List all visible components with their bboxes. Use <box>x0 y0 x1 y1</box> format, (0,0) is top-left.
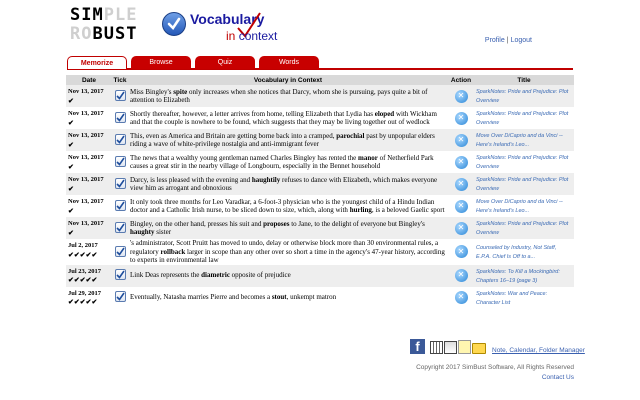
vocab-in: in <box>226 29 236 43</box>
contact-us-link[interactable]: Contact Us <box>541 374 574 381</box>
row-context: Darcy, is less pleased with the evening and haughtily refuses to dance with Elizabeth, which makes everyone view him as arrogant and obnoxious <box>128 173 448 195</box>
check-icon <box>116 223 125 232</box>
remove-icon[interactable]: ✕ <box>455 245 468 258</box>
row-action <box>448 239 474 265</box>
tick-checkbox[interactable] <box>115 156 126 167</box>
vocabulary-subtitle <box>226 29 277 43</box>
check-icon <box>116 179 125 188</box>
logo-letter: L <box>115 5 127 25</box>
tick-checkbox[interactable] <box>115 134 126 145</box>
row-tick <box>112 151 128 173</box>
remove-icon[interactable]: ✕ <box>455 200 468 213</box>
tab-quiz[interactable]: Quiz <box>195 56 255 69</box>
date-text: Nov 13, 2017 <box>68 154 104 161</box>
row-tick <box>112 195 128 217</box>
table-row <box>66 195 574 217</box>
review-checks: ✔✔✔✔✔ <box>68 276 98 284</box>
row-context: Shortly thereafter, however, a letter arrives from home, telling Elizabeth that Lydia has eloped with Wickham and that the couple is nowhere to be found, which suggests that they may be living together out of wedlock <box>130 109 437 126</box>
remove-icon[interactable]: ✕ <box>455 269 468 282</box>
row-tick <box>112 85 128 107</box>
source-title-link[interactable]: SparkNotes: Pride and Prejudice: Plot Overview <box>476 177 569 192</box>
check-icon <box>116 113 125 122</box>
table-header-row <box>66 75 574 85</box>
table-row <box>66 265 574 287</box>
remove-icon[interactable]: ✕ <box>455 156 468 169</box>
header-action: Action <box>448 75 474 85</box>
row-action <box>448 173 474 195</box>
profile-link[interactable]: Profile <box>484 37 505 44</box>
vocab-context: context <box>238 29 278 43</box>
check-icon <box>116 201 125 210</box>
calendar-icon[interactable] <box>430 341 443 354</box>
row-title <box>474 195 574 217</box>
tick-checkbox[interactable] <box>115 112 126 123</box>
row-context: 's administrator, Scott Pruitt has moved to undo, delay or otherwise block more than 30 environmental rules, a regulatory rollback larger in scope than any other over so short a time in the agency's 47-year history, according to experts in environmental law <box>130 239 445 264</box>
row-date <box>66 287 112 309</box>
check-icon <box>116 157 125 166</box>
row-date <box>66 195 112 217</box>
logout-link[interactable]: Logout <box>510 37 532 44</box>
tick-checkbox[interactable] <box>115 246 126 257</box>
row-date <box>66 129 112 151</box>
row-context: Eventually, Natasha marries Pierre and becomes a stout, unkempt matron <box>130 293 337 302</box>
row-action <box>448 129 474 151</box>
review-checks: ✔ <box>68 96 74 105</box>
source-title-link[interactable]: SparkNotes: War and Peace: Character List <box>476 290 548 306</box>
folder-icon[interactable] <box>472 343 486 354</box>
facebook-icon[interactable]: f <box>410 339 425 354</box>
logo-letter: P <box>103 5 115 25</box>
row-tick <box>112 129 128 151</box>
row-context: Bingley, on the other hand, presses his suit and proposes to Jane, to the delight of everyone but Bingley's haughty sister <box>128 217 448 239</box>
remove-icon[interactable]: ✕ <box>455 222 468 235</box>
vocabulary-title: Vocabulary <box>190 11 265 27</box>
row-action <box>448 107 474 129</box>
table-row <box>66 151 574 173</box>
row-action <box>448 195 474 217</box>
row-tick <box>112 265 128 287</box>
tools-link[interactable]: Note, Calendar, Folder Manager <box>492 347 585 354</box>
table-row <box>66 173 574 195</box>
row-date <box>66 173 112 195</box>
user-links <box>485 37 532 44</box>
header-context: Vocabulary in Context <box>128 75 448 85</box>
checkmark-badge-icon <box>162 12 186 36</box>
row-title <box>474 129 574 151</box>
review-checks: ✔ <box>68 118 74 127</box>
date-text: Nov 13, 2017 <box>68 176 104 183</box>
review-checks: ✔✔✔✔✔ <box>68 250 98 259</box>
remove-icon[interactable]: ✕ <box>455 112 468 125</box>
logo-letter: T <box>126 24 138 44</box>
row-title <box>474 173 574 195</box>
table-row <box>66 217 574 239</box>
logo-letter: B <box>92 24 104 44</box>
header-tick: Tick <box>113 76 127 84</box>
row-date <box>66 107 112 129</box>
row-context: Miss Bingley's spite only increases when she notices that Darcy, whom she is pursuing, pays quite a bit of attention to Elizabeth <box>128 85 448 107</box>
row-title <box>474 151 574 173</box>
date-text: Nov 13, 2017 <box>68 220 104 227</box>
row-context: The news that a wealthy young gentleman named Charles Bingley has rented the manor of Netherfield Park causes a great stir in the nearby village of Longbourn, especially in the Bennet household <box>130 153 434 170</box>
link-separator: | <box>506 37 509 44</box>
row-tick <box>112 239 128 265</box>
remove-icon[interactable]: ✕ <box>455 178 468 191</box>
footer-tools <box>410 339 585 354</box>
tick-checkbox[interactable] <box>115 200 126 211</box>
row-action <box>448 217 474 239</box>
logo-letter: S <box>70 5 82 25</box>
row-title <box>474 265 574 287</box>
check-icon <box>116 292 125 301</box>
row-action <box>448 85 474 107</box>
row-title <box>474 239 574 265</box>
logo-letter: M <box>92 5 104 25</box>
row-date <box>66 239 112 265</box>
row-action <box>448 287 474 309</box>
tab-memorize[interactable]: Memorize <box>67 56 127 69</box>
date-text: Nov 13, 2017 <box>68 88 104 95</box>
grid-icon[interactable] <box>444 341 457 354</box>
row-title <box>474 85 574 107</box>
review-checks: ✔ <box>68 206 74 215</box>
remove-icon[interactable]: ✕ <box>455 90 468 103</box>
logo-letter: I <box>81 5 93 25</box>
tick-checkbox[interactable] <box>115 178 126 189</box>
header-date: Date <box>66 75 112 85</box>
source-title-link[interactable]: Move Over DiCaprio and da Vinci -- Here's Ireland's Leo... <box>476 133 563 148</box>
row-title <box>474 287 574 309</box>
row-action <box>448 265 474 287</box>
row-date <box>66 217 112 239</box>
check-icon <box>116 270 125 279</box>
review-checks: ✔ <box>68 162 74 171</box>
table-row <box>66 287 574 309</box>
date-text: Jul 23, 2017 <box>68 267 102 275</box>
table-row <box>66 129 574 151</box>
row-tick <box>112 287 128 309</box>
logo-letter: U <box>103 24 115 44</box>
copyright-text: Copyright 2017 SimBust Software, All Rights Reserved <box>416 364 574 371</box>
row-tick <box>112 107 128 129</box>
logo-letter: O <box>81 24 93 44</box>
date-text: Nov 13, 2017 <box>68 110 104 117</box>
table-row <box>66 107 574 129</box>
check-icon <box>116 91 125 100</box>
row-title <box>474 107 574 129</box>
review-checks: ✔ <box>68 184 74 193</box>
row-tick <box>112 173 128 195</box>
date-text: Jul 29, 2017 <box>68 289 102 297</box>
table-row <box>66 239 574 265</box>
simple-robust-logo <box>70 6 150 48</box>
source-title-link[interactable]: SparkNotes: To Kill a Mockingbird: Chapters 16–19 (page 3) <box>476 268 560 284</box>
review-checks: ✔✔✔✔✔ <box>68 298 98 306</box>
date-text: Nov 13, 2017 <box>68 198 104 205</box>
source-title-link[interactable]: Counseled by Industry, Not Staff, E.P.A. Chief Is Off to a... <box>476 244 557 260</box>
review-checks: ✔ <box>68 228 74 237</box>
tab-words[interactable]: Words <box>259 56 319 69</box>
source-title-link[interactable]: Move Over DiCaprio and da Vinci -- Here's Ireland's Leo... <box>476 199 563 214</box>
vocabulary-table <box>66 75 574 309</box>
date-text: Jul 2, 2017 <box>68 242 98 249</box>
tick-checkbox[interactable] <box>115 291 126 302</box>
row-date <box>66 151 112 173</box>
row-context: This, even as America and Britain are getting borne back into a cramped, parochial past by unpopular elders riding a wave of white-privilege nostalgia and anti-immigrant fever <box>128 129 448 151</box>
row-date <box>66 265 112 287</box>
header-title: Title <box>474 75 574 85</box>
table-row <box>66 85 574 107</box>
logo-letter: R <box>70 24 82 44</box>
row-title <box>474 217 574 239</box>
check-icon <box>116 247 125 256</box>
tick-checkbox[interactable] <box>115 269 126 280</box>
logo-letter: S <box>115 24 127 44</box>
note-icon[interactable] <box>458 340 471 354</box>
row-date <box>66 85 112 107</box>
row-context: Link Deas represents the diametric opposite of prejudice <box>128 265 448 287</box>
tick-checkbox[interactable] <box>115 90 126 101</box>
source-title-link[interactable]: SparkNotes: Pride and Prejudice: Plot Overview <box>476 89 569 104</box>
remove-icon[interactable]: ✕ <box>455 134 468 147</box>
tool-icons <box>430 340 486 354</box>
review-checks: ✔ <box>68 140 74 149</box>
source-title-link[interactable]: SparkNotes: Pride and Prejudice: Plot Overview <box>476 155 569 170</box>
main-tabs <box>67 56 573 70</box>
row-context: It only took three months for Leo Varadkar, a 6-foot-3 physician who is the youngest child of a Hindu Indian doctor and a Catholic Irish nurse, to be sliced down to size, which, along with hurling, is a beloved Gaelic sport <box>130 197 445 214</box>
row-action <box>448 151 474 173</box>
remove-icon[interactable]: ✕ <box>455 291 468 304</box>
source-title-link[interactable]: SparkNotes: Pride and Prejudice: Plot Overview <box>476 111 569 126</box>
table-body <box>66 85 574 309</box>
tick-checkbox[interactable] <box>115 222 126 233</box>
source-title-link[interactable]: SparkNotes: Pride and Prejudice: Plot Overview <box>476 221 569 236</box>
check-icon <box>116 135 125 144</box>
tab-browse[interactable]: Browse <box>131 56 191 69</box>
row-tick <box>112 217 128 239</box>
date-text: Nov 13, 2017 <box>68 132 104 139</box>
logo-letter: E <box>126 5 138 25</box>
